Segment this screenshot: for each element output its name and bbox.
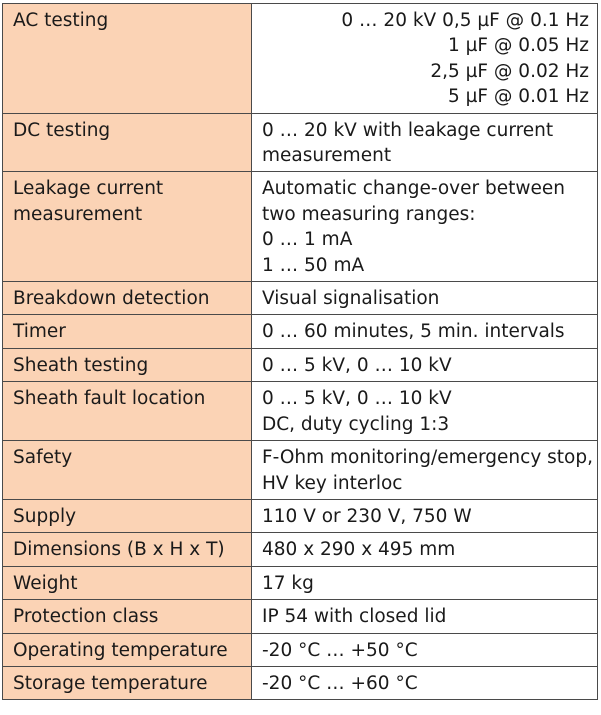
spec-label-cell [3,600,252,633]
spec-value-cell [252,566,598,599]
spec-value-line: 0 … 5 kV, 0 … 10 kV [262,388,452,410]
spec-value-cell [252,172,598,282]
spec-value-cell [252,600,598,633]
spec-table [2,3,598,700]
spec-label-line: Weight [13,572,78,594]
spec-row-dc-testing [3,113,598,172]
spec-value-cell [252,4,598,114]
spec-row-operating-temperature [3,633,598,666]
spec-label-line: Safety [13,447,73,469]
spec-row-storage-temperature [3,666,598,699]
spec-row-timer [3,315,598,348]
spec-label-line: Protection class [13,606,159,628]
spec-value-line: 0 … 60 minutes, 5 min. intervals [262,321,565,343]
spec-value-line: measurement [262,145,392,167]
spec-row-leakage-current [3,172,598,282]
spec-value-line: 0 … 20 kV 0,5 µF @ 0.1 Hz [341,10,589,31]
spec-value-cell [252,315,598,348]
spec-value-line: Automatic change-over between [262,178,565,200]
spec-label-cell [3,441,252,500]
spec-label-line: Breakdown detection [13,288,210,310]
spec-label-line: measurement [13,203,143,225]
spec-value-line: Visual signalisation [262,288,440,310]
spec-label-line: Sheath fault location [13,388,206,410]
spec-label-line: Timer [13,321,66,343]
spec-value-line: IP 54 with closed lid [262,606,447,628]
spec-row-breakdown-detection [3,282,598,315]
spec-row-supply [3,499,598,532]
spec-row-protection-class [3,600,598,633]
spec-value-line: 110 V or 230 V, 750 W [262,505,472,527]
spec-row-safety [3,441,598,500]
spec-label-cell [3,566,252,599]
spec-value-cell [252,666,598,699]
spec-value-cell [252,113,598,172]
spec-label-cell [3,172,252,282]
spec-label-line: Leakage current [13,178,164,200]
spec-label-line: AC testing [13,10,109,31]
spec-row-dimensions [3,533,598,566]
spec-label-line: Storage temperature [13,672,208,694]
spec-value-cell [252,533,598,566]
spec-value-line: 0 … 20 kV with leakage current [262,119,554,141]
spec-row-ac-testing [3,4,598,114]
spec-value-cell [252,348,598,381]
spec-value-line: DC, duty cycling 1:3 [262,413,450,435]
spec-value-line: two measuring ranges: [262,203,476,225]
spec-value-line: 1 µF @ 0.05 Hz [447,35,589,57]
spec-row-sheath-testing [3,348,598,381]
spec-value-line: 0 … 1 mA [262,229,353,251]
spec-label-line: Operating temperature [13,639,228,661]
spec-value-line: -20 °C … +60 °C [262,672,418,694]
spec-value-line: 0 … 5 kV, 0 … 10 kV [262,354,452,376]
spec-label-line: Supply [13,505,77,527]
spec-label-cell [3,533,252,566]
spec-label-line: Dimensions (B x H x T) [13,539,225,561]
spec-value-line: 480 x 290 x 495 mm [262,539,456,561]
spec-value-cell [252,282,598,315]
spec-table-body [3,4,598,700]
spec-value-line: F-Ohm monitoring/emergency stop, [262,447,593,469]
spec-value-line: 1 … 50 mA [262,254,365,276]
spec-value-line: HV key interloc [262,472,403,494]
spec-label-cell [3,348,252,381]
spec-value-line: 2,5 µF @ 0.02 Hz [430,60,589,82]
spec-row-weight [3,566,598,599]
spec-value-line: -20 °C … +50 °C [262,639,418,661]
spec-label-cell [3,315,252,348]
spec-row-sheath-fault-location [3,382,598,441]
spec-label-cell [3,282,252,315]
spec-label-cell [3,113,252,172]
spec-label-cell [3,499,252,532]
spec-value-line: 17 kg [262,572,314,594]
spec-label-cell [3,633,252,666]
spec-value-cell [252,499,598,532]
spec-label-cell [3,4,252,114]
spec-label-cell [3,382,252,441]
spec-label-line: DC testing [13,119,111,141]
spec-value-line: 5 µF @ 0.01 Hz [447,86,589,108]
spec-value-cell [252,382,598,441]
spec-label-line: Sheath testing [13,354,149,376]
spec-label-cell [3,666,252,699]
spec-value-cell [252,441,598,500]
spec-value-cell [252,633,598,666]
